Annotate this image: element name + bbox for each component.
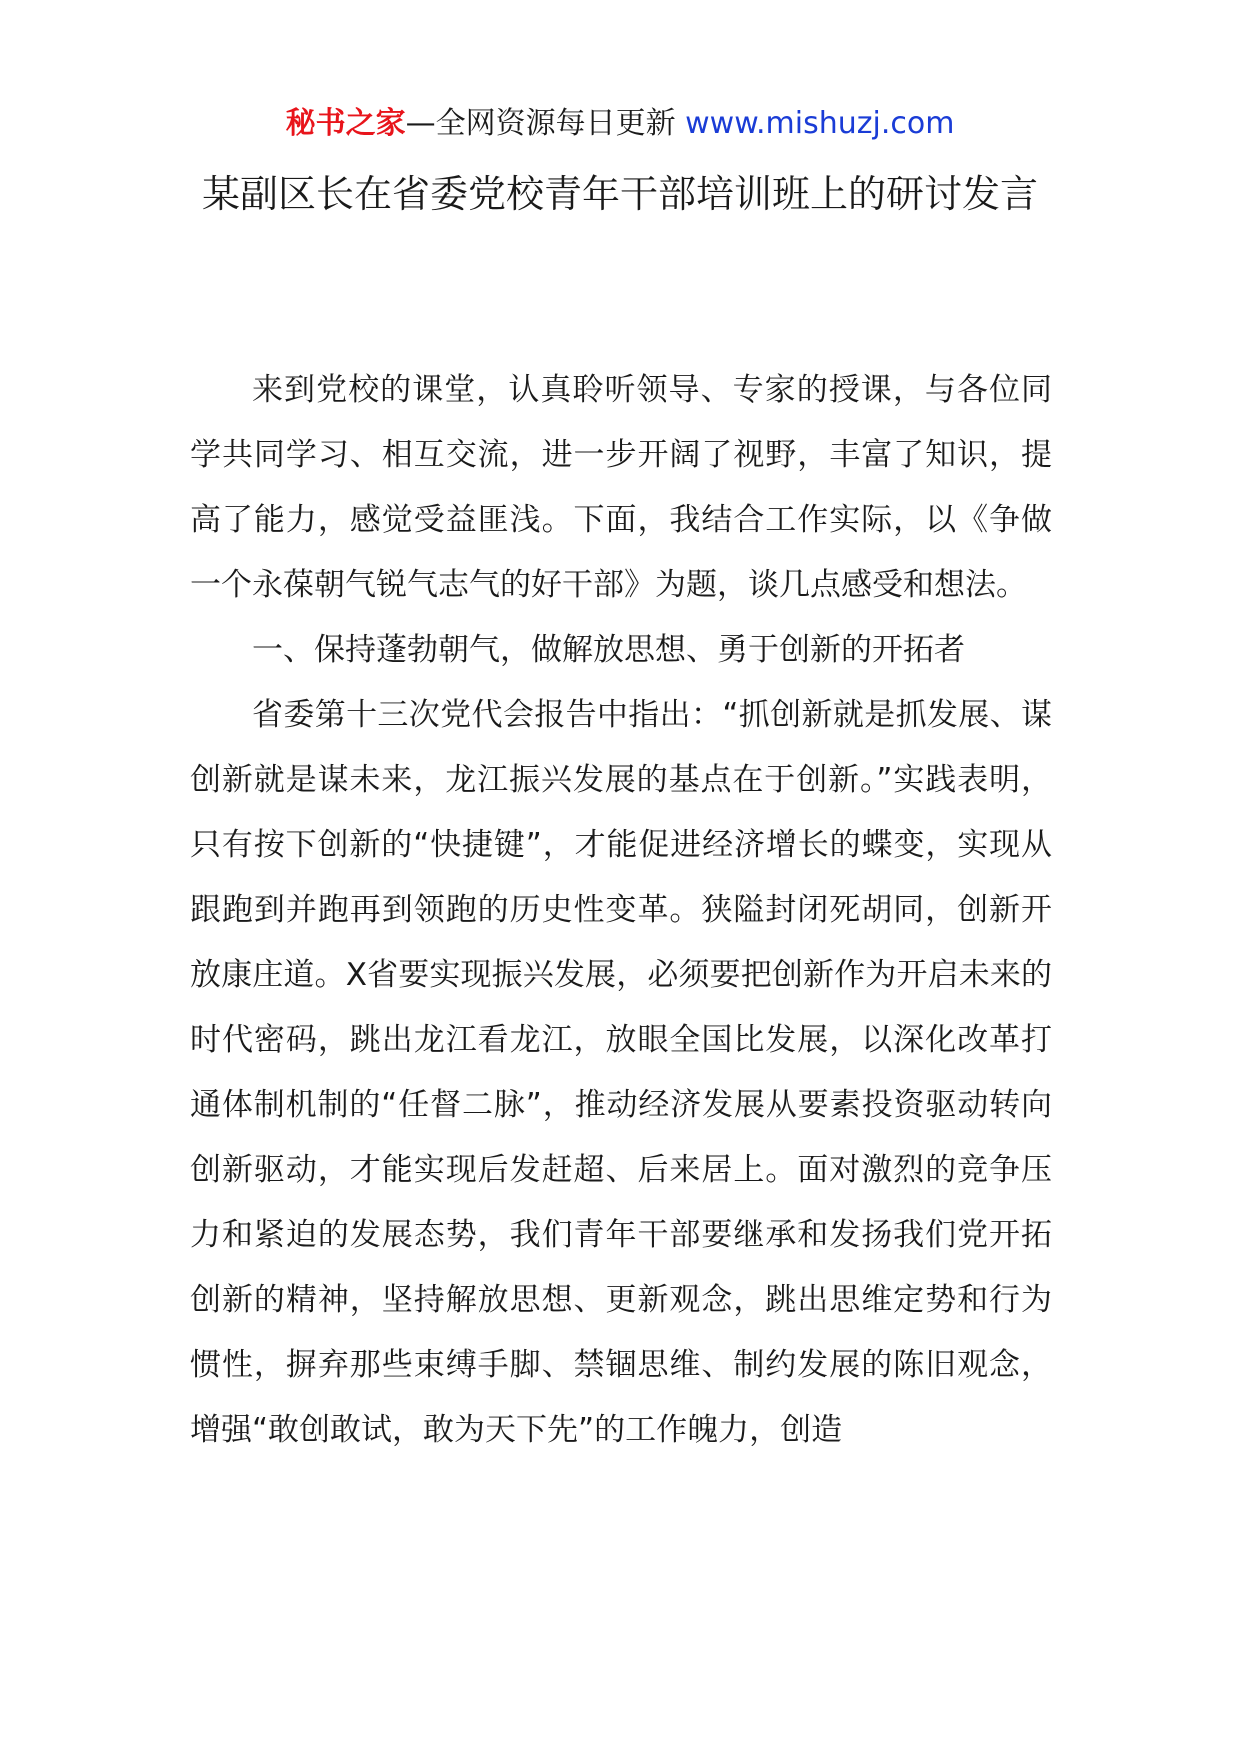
brand-name: 秘书之家 (285, 106, 406, 141)
intro-paragraph: 来到党校的课堂，认真聆听领导、专家的授课，与各位同学共同学习、相互交流，进一步开阔了视野，丰富了知识，提高了能力，感觉受益匪浅。下面，我结合工作实际，以《争做一个永葆朝气锐气志气的好干部》为题，谈几点感受和想法。 (190, 372, 1052, 603)
document-title: 某副区长在省委党校青年干部培训班上的研讨发言 (201, 172, 1038, 216)
document-body (190, 358, 1052, 1463)
site-url: www.mishuzj.com (685, 106, 955, 141)
section-heading: 一、保持蓬勃朝气，做解放思想、勇于创新的开拓者 (252, 632, 965, 668)
header-slogan: —全网资源每日更新 (405, 106, 686, 141)
body-paragraph: 省委第十三次党代会报告中指出：“抓创新就是抓发展、谋创新就是谋未来，龙江振兴发展的基点在于创新。”实践表明，只有按下创新的“快捷键”，才能促进经济增长的蝶变，实现从跟跑到并跑再到领跑的历史性变革。狭隘封闭死胡同，创新开放康庄道。X省要实现振兴发展，必须要把创新作为开启未来的时代密码，跳出龙江看龙江，放眼全国比发展，以深化改革打通体制机制的“任督二脉”，推动经济发展从要素投资驱动转向创新驱动，才能实现后发赶超、后来居上。面对激烈的竞争压力和紧迫的发展态势，我们青年干部要继承和发扬我们党开拓创新的精神，坚持解放思想、更新观念，跳出思维定势和行为惯性，摒弃那些束缚手脚、禁锢思维、制约发展的陈旧观念，增强“敢创敢试，敢为天下先”的工作魄力，创造 (190, 697, 1052, 1448)
site-header (0, 100, 1240, 148)
